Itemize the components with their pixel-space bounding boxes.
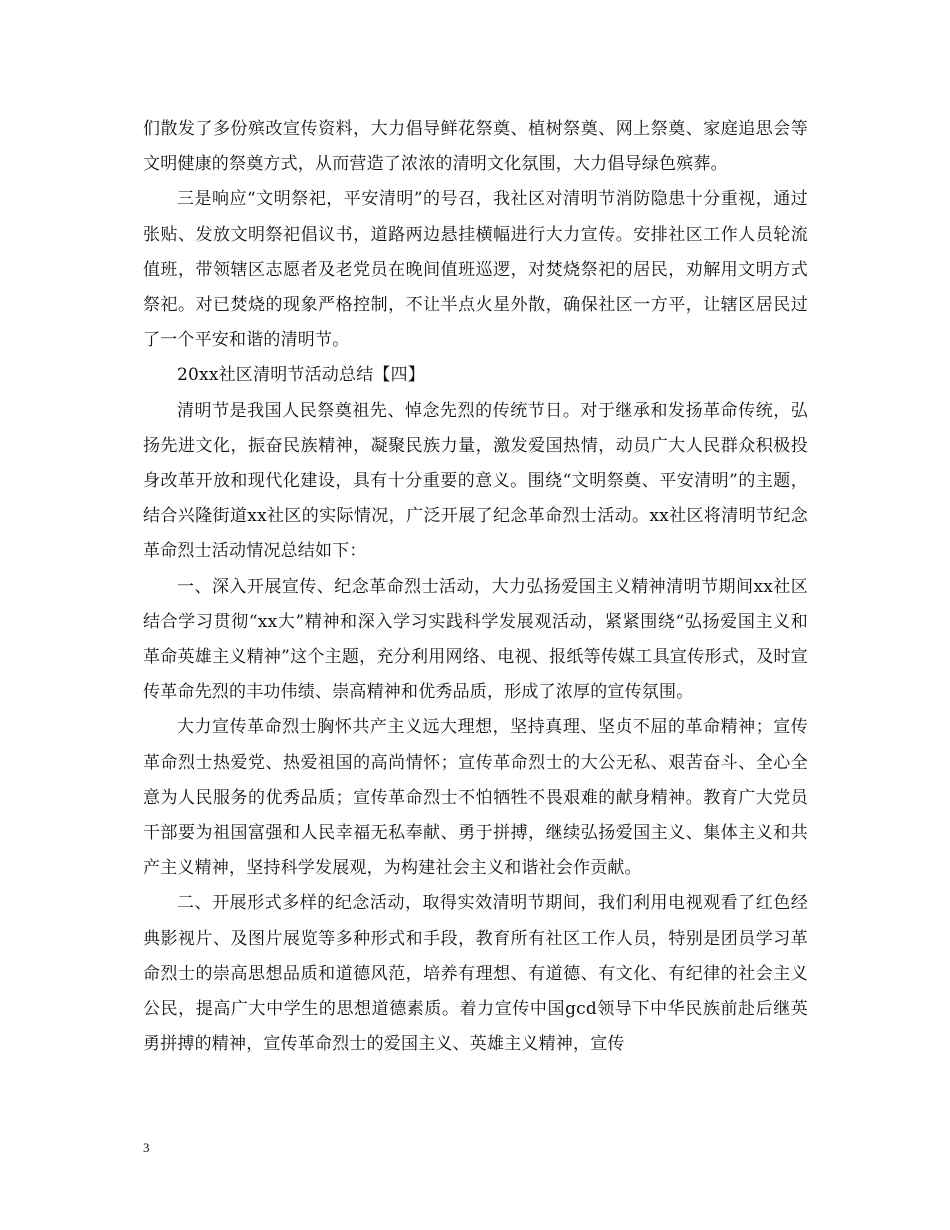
paragraph-point-three: 三是响应“文明祭祀，平安清明”的号召，我社区对清明节消防隐患十分重视，通过张贴、发放文明祭祀倡议书，道路两边悬挂横幅进行大力宣传。安排社区工作人员轮流值班，带领辖区志愿者及老党员在晚间值班巡逻，对焚烧祭祀的居民，劝解用文明方式祭祀。对已焚烧的现象严格控制，不让半点火星外散，确保社区一方平，让辖区居民过了一个平安和谐的清明节。: [143, 189, 808, 351]
page-number: 3: [143, 1140, 150, 1155]
paragraph-continuation: 们散发了多份殡改宣传资料，大力倡导鲜花祭奠、植树祭奠、网上祭奠、家庭追思会等文明健康的祭奠方式，从而营造了浓浓的清明文化氛围，大力倡导绿色殡葬。: [143, 119, 808, 175]
document-body: [143, 112, 808, 1062]
paragraph-point-two: 二、开展形式多样的纪念活动，取得实效清明节期间，我们利用电视观看了红色经典影视片、及图片展览等多种形式和手段，教育所有社区工作人员，特别是团员学习革命烈士的崇高思想品质和道德风范，培养有理想、有道德、有文化、有纪律的社会主义公民，提高广大中学生的思想道德素质。着力宣传中国gcd领导下中华民族前赴后继英勇拼搏的精神，宣传革命烈士的爱国主义、英雄主义精神，宣传: [143, 893, 808, 1055]
paragraph-propaganda: 大力宣传革命烈士胸怀共产主义远大理想，坚持真理、坚贞不屈的革命精神；宣传革命烈士热爱党、热爱祖国的高尚情怀；宣传革命烈士的大公无私、艰苦奋斗、全心全意为人民服务的优秀品质；宣传革命烈士不怕牺牲不畏艰难的献身精神。教育广大党员干部要为祖国富强和人民幸福无私奉献、勇于拼搏，继续弘扬爱国主义、集体主义和共产主义精神，坚持科学发展观，为构建社会主义和谐社会作贡献。: [143, 717, 808, 879]
paragraph-intro: 清明节是我国人民祭奠祖先、悼念先烈的传统节日。对于继承和发扬革命传统，弘扬先进文化，振奋民族精神，凝聚民族力量，激发爱国热情，动员广大人民群众积极投身改革开放和现代化建设，具有十分重要的意义。围绕“文明祭奠、平安清明”的主题，结合兴隆街道xx社区的实际情况，广泛开展了纪念革命烈士活动。xx社区将清明节纪念革命烈士活动情况总结如下：: [143, 400, 808, 562]
paragraph-point-one: 一、深入开展宣传、纪念革命烈士活动，大力弘扬爱国主义精神清明节期间xx社区结合学习贯彻“xx大”精神和深入学习实践科学发展观活动，紧紧围绕“弘扬爱国主义和革命英雄主义精神”这个主题，充分利用网络、电视、报纸等传媒工具宣传形式，及时宣传革命先烈的丰功伟绩、崇高精神和优秀品质，形成了浓厚的宣传氛围。: [143, 576, 808, 703]
section-heading-four: 20xx社区清明节活动总结【四】: [177, 365, 426, 386]
